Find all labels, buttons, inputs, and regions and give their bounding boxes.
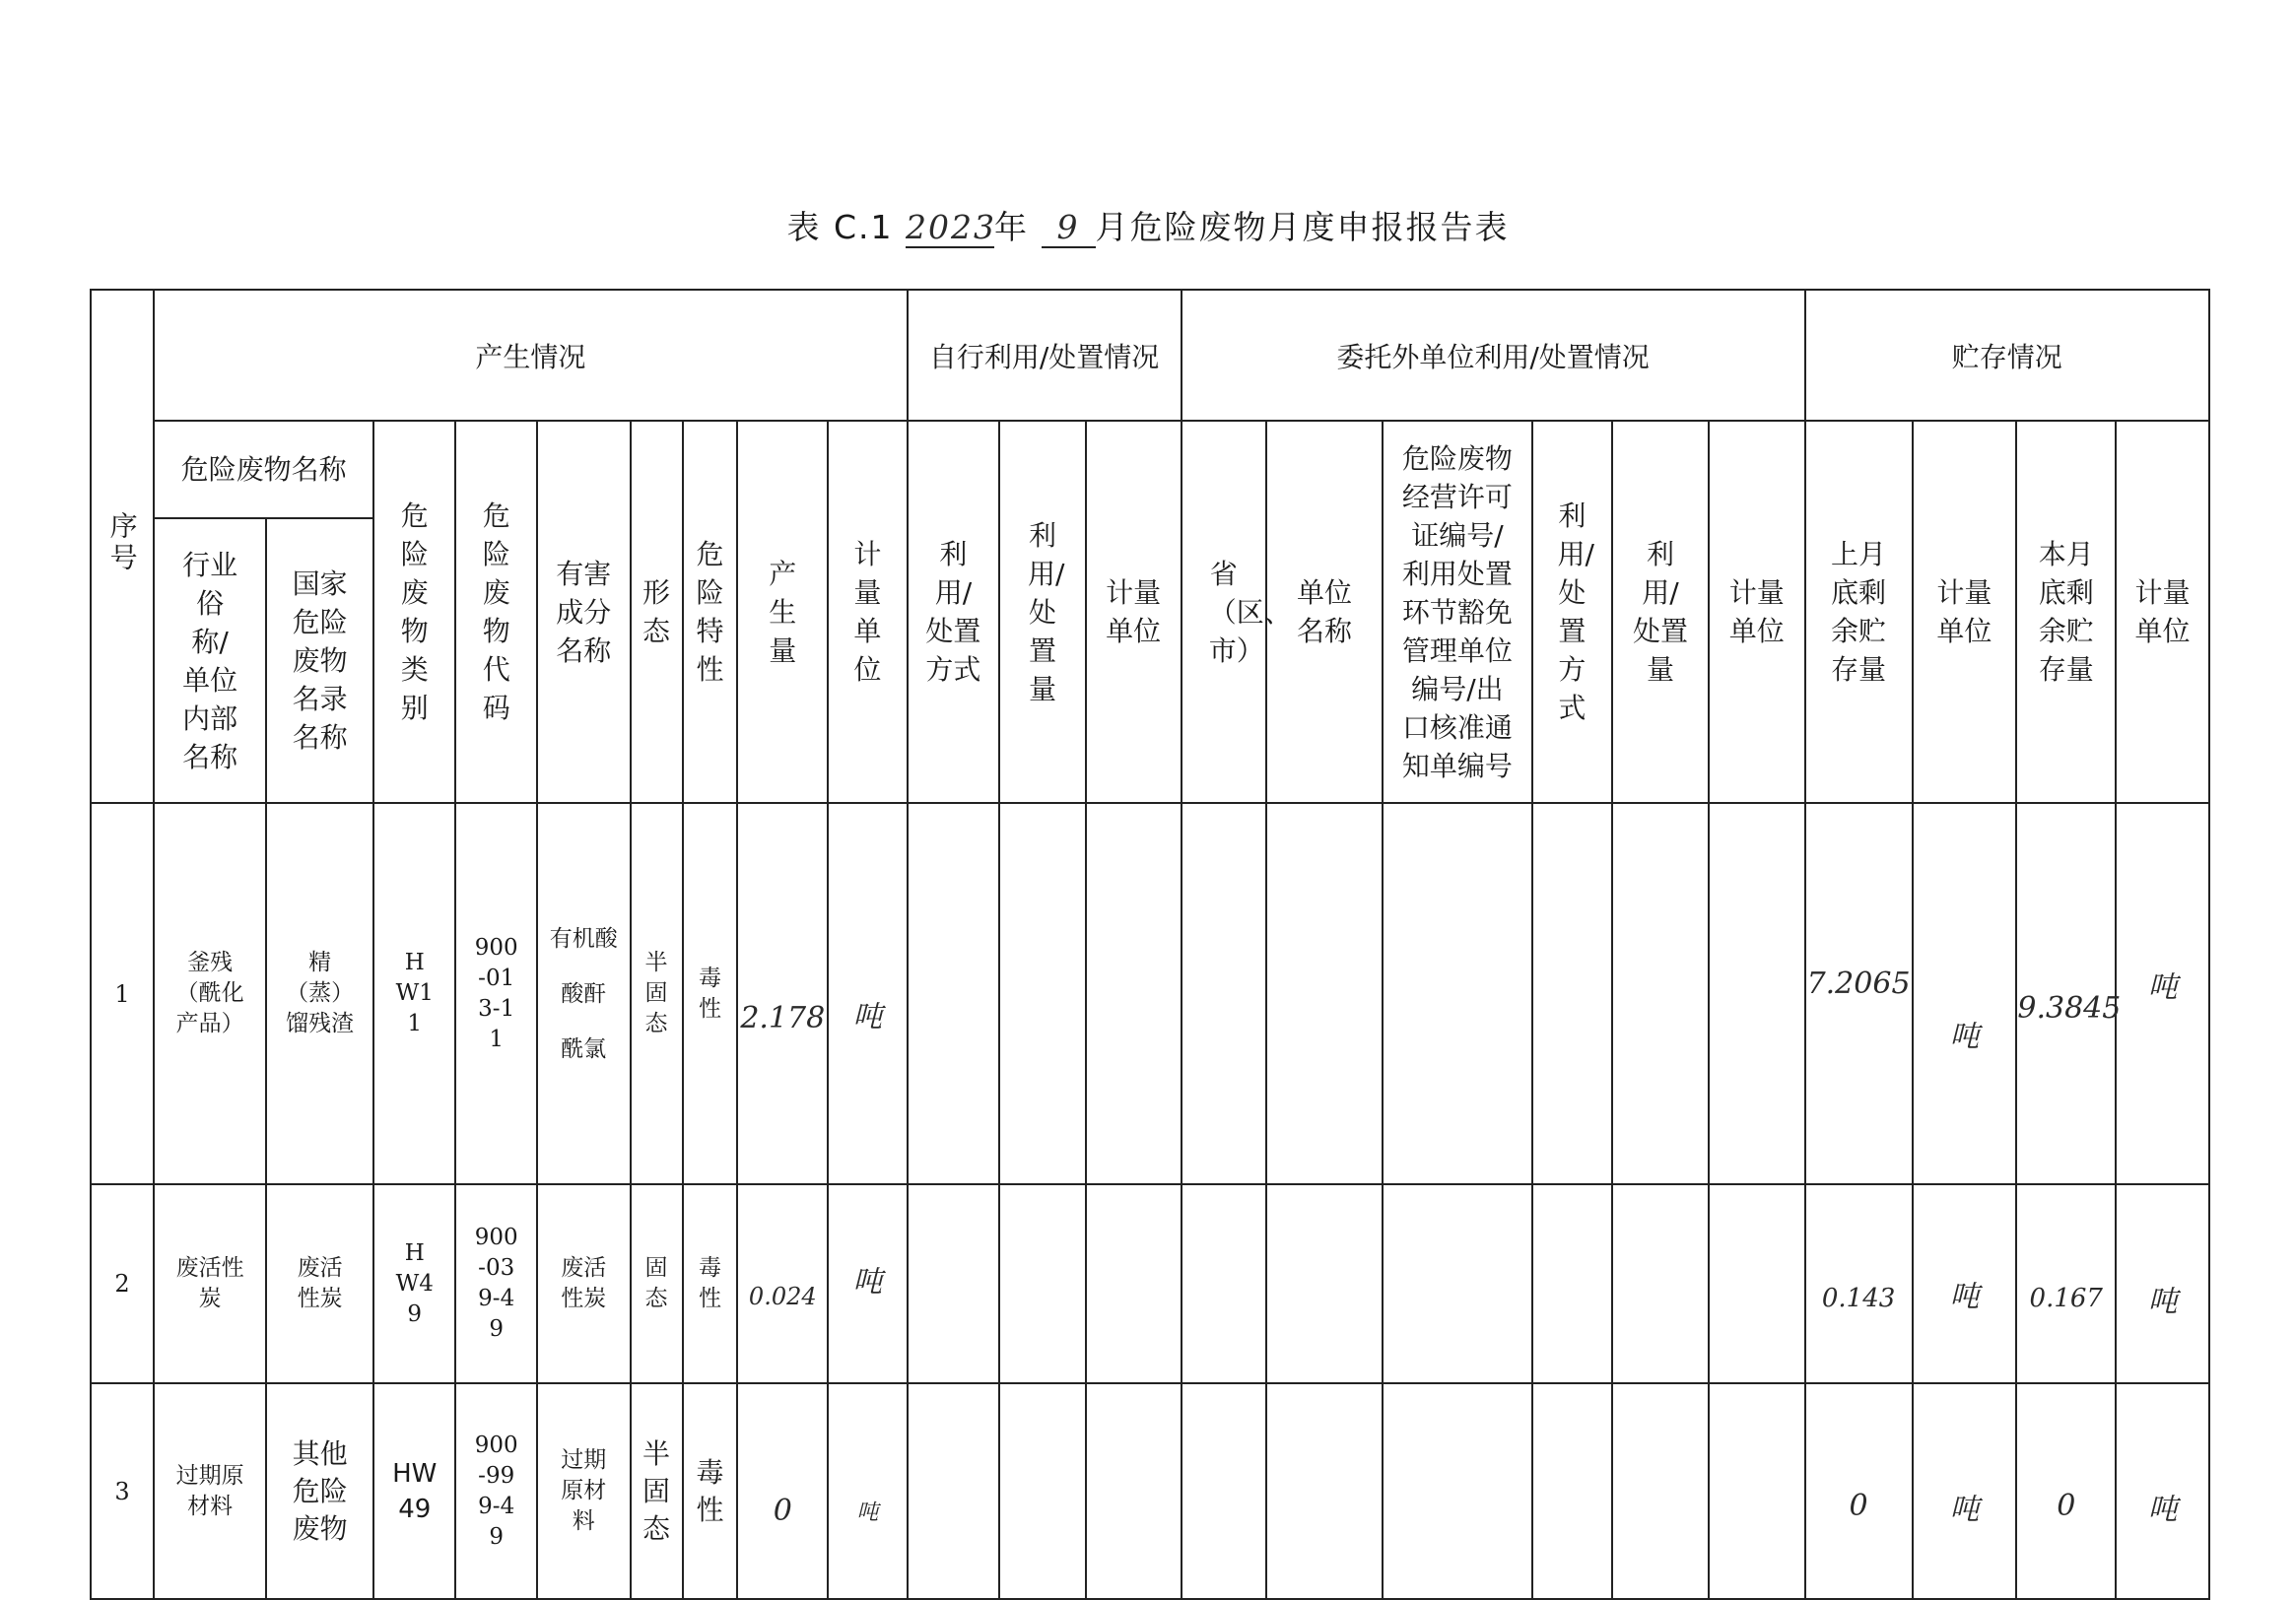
- form-cell: 半固态: [631, 1383, 683, 1599]
- self-unit-cell: [1086, 1184, 1182, 1383]
- province-cell: [1182, 1383, 1267, 1599]
- self-amount-cell: [999, 1383, 1086, 1599]
- harmful-cell: 过期原材料: [537, 1383, 631, 1599]
- self-use-header: 自行利用/处置情况: [908, 290, 1182, 421]
- ent-unit-cell: [1709, 803, 1805, 1184]
- last-storage-cell: 0.143: [1805, 1184, 1913, 1383]
- form-header: 形态: [631, 421, 683, 803]
- code-cell: 900-039-49: [455, 1184, 536, 1383]
- last-unit-cell: 吨: [1913, 1184, 2017, 1383]
- ent-method-cell: [1532, 1383, 1612, 1599]
- amount-cell: 0.024: [737, 1184, 828, 1383]
- this-storage-cell: 0: [2016, 1383, 2116, 1599]
- this-unit-cell: 吨: [2116, 1184, 2209, 1383]
- industry-name-cell: 废活性炭: [154, 1184, 266, 1383]
- company-cell: [1266, 1184, 1383, 1383]
- this-storage-header: 本月底剩余贮存量: [2016, 421, 2116, 803]
- amount-cell: 2.178: [737, 803, 828, 1184]
- hazard-cell: 毒性: [683, 803, 738, 1184]
- production-header: 产生情况: [154, 290, 907, 421]
- hazard-header: 危险特性: [683, 421, 738, 803]
- ent-method-cell: [1532, 803, 1612, 1184]
- category-cell: HW49: [373, 1184, 455, 1383]
- province-header: 省（区、市）: [1182, 421, 1267, 803]
- self-unit-header: 计量单位: [1086, 421, 1182, 803]
- last-storage-cell: 7.2065: [1805, 803, 1913, 1184]
- national-name-cell: 其他危险废物: [266, 1383, 373, 1599]
- category-header: 危险废物类别: [373, 421, 455, 803]
- harmful-item: 酸酐: [561, 980, 607, 1007]
- last-storage-header: 上月底剩余贮存量: [1805, 421, 1913, 803]
- ent-amount-cell: [1612, 1184, 1709, 1383]
- province-cell: [1182, 1184, 1267, 1383]
- waste-name-header: 危险废物名称: [154, 421, 373, 518]
- self-method-header: 利用/处置方式: [908, 421, 1000, 803]
- self-method-cell: [908, 803, 1000, 1184]
- license-header: 危险废物经营许可证编号/利用处置环节豁免管理单位编号/出口核准通知单编号: [1383, 421, 1532, 803]
- self-amount-cell: [999, 803, 1086, 1184]
- unit-cell: 吨: [828, 1184, 908, 1383]
- hazard-cell: 毒性: [683, 1383, 738, 1599]
- company-header: 单位名称: [1266, 421, 1383, 803]
- harmful-header: 有害成分名称: [537, 421, 631, 803]
- license-cell: [1383, 1184, 1532, 1383]
- last-unit-header: 计量单位: [1913, 421, 2017, 803]
- harmful-cell: [537, 803, 631, 1184]
- harmful-item: 有机酸: [549, 925, 618, 952]
- harmful-item: 酰氯: [561, 1035, 607, 1062]
- hazard-cell: 毒性: [683, 1184, 738, 1383]
- harmful-cell: 废活性炭: [537, 1184, 631, 1383]
- this-storage-cell: 0.167: [2016, 1184, 2116, 1383]
- seq-header: 序号: [91, 290, 154, 803]
- subheader-row-1: [91, 421, 2209, 518]
- title-year: 2023: [906, 208, 996, 246]
- unit-header: 计量单位: [828, 421, 908, 803]
- code-cell: 900-999-49: [455, 1383, 536, 1599]
- industry-name-cell: 釜残（酰化产品）: [154, 803, 266, 1184]
- license-cell: [1383, 803, 1532, 1184]
- title-prefix: 表 C.1: [786, 208, 894, 246]
- ent-amount-cell: [1612, 803, 1709, 1184]
- report-title: [0, 202, 2296, 248]
- amount-header: 产生量: [737, 421, 828, 803]
- seq-cell: 3: [91, 1383, 154, 1599]
- code-cell: 900-013-11: [455, 803, 536, 1184]
- ent-amount-cell: [1612, 1383, 1709, 1599]
- form-cell: 半固态: [631, 803, 683, 1184]
- unit-cell: 吨: [828, 1383, 908, 1599]
- table-row: [91, 1383, 2209, 1599]
- form-cell: 固态: [631, 1184, 683, 1383]
- seq-cell: 2: [91, 1184, 154, 1383]
- last-unit-cell: 吨: [1913, 1383, 2017, 1599]
- ent-amount-header: 利用/处置量: [1612, 421, 1709, 803]
- category-cell: HW11: [373, 803, 455, 1184]
- table-row: [91, 1184, 2209, 1383]
- ent-method-cell: [1532, 1184, 1612, 1383]
- group-header-row: [91, 290, 2209, 421]
- license-cell: [1383, 1383, 1532, 1599]
- national-name-header: 国家危险废物名录名称: [266, 518, 373, 803]
- title-year-label: 年: [994, 208, 1030, 246]
- ent-unit-header: 计量单位: [1709, 421, 1805, 803]
- self-unit-cell: [1086, 803, 1182, 1184]
- title-suffix: 月危险废物月度申报报告表: [1095, 208, 1510, 246]
- national-name-cell: 精（蒸）馏残渣: [266, 803, 373, 1184]
- title-month: 9: [1042, 208, 1096, 248]
- seq-cell: 1: [91, 803, 154, 1184]
- self-method-cell: [908, 1184, 1000, 1383]
- this-storage-cell: 9.3845: [2016, 803, 2116, 1184]
- ent-method-header: 利用/处置方式: [1532, 421, 1612, 803]
- this-unit-header: 计量单位: [2116, 421, 2209, 803]
- company-cell: [1266, 1383, 1383, 1599]
- national-name-cell: 废活性炭: [266, 1184, 373, 1383]
- self-amount-cell: [999, 1184, 1086, 1383]
- ent-unit-cell: [1709, 1383, 1805, 1599]
- this-unit-cell: 吨: [2116, 1383, 2209, 1599]
- industry-name-cell: 过期原材料: [154, 1383, 266, 1599]
- last-storage-cell: 0: [1805, 1383, 1913, 1599]
- industry-name-header: 行业俗称/单位内部名称: [154, 518, 266, 803]
- last-unit-cell: 吨: [1913, 803, 2017, 1184]
- amount-cell: 0: [737, 1383, 828, 1599]
- unit-cell: 吨: [828, 803, 908, 1184]
- this-unit-cell: 吨: [2116, 803, 2209, 1184]
- ent-unit-cell: [1709, 1184, 1805, 1383]
- category-cell: HW49: [373, 1383, 455, 1599]
- report-table: [90, 289, 2210, 1600]
- company-cell: [1266, 803, 1383, 1184]
- self-unit-cell: [1086, 1383, 1182, 1599]
- self-method-cell: [908, 1383, 1000, 1599]
- province-cell: [1182, 803, 1267, 1184]
- storage-header: 贮存情况: [1805, 290, 2209, 421]
- self-amount-header: 利用/处置量: [999, 421, 1086, 803]
- entrusted-header: 委托外单位利用/处置情况: [1182, 290, 1805, 421]
- code-header: 危险废物代码: [455, 421, 536, 803]
- table-row: [91, 803, 2209, 1184]
